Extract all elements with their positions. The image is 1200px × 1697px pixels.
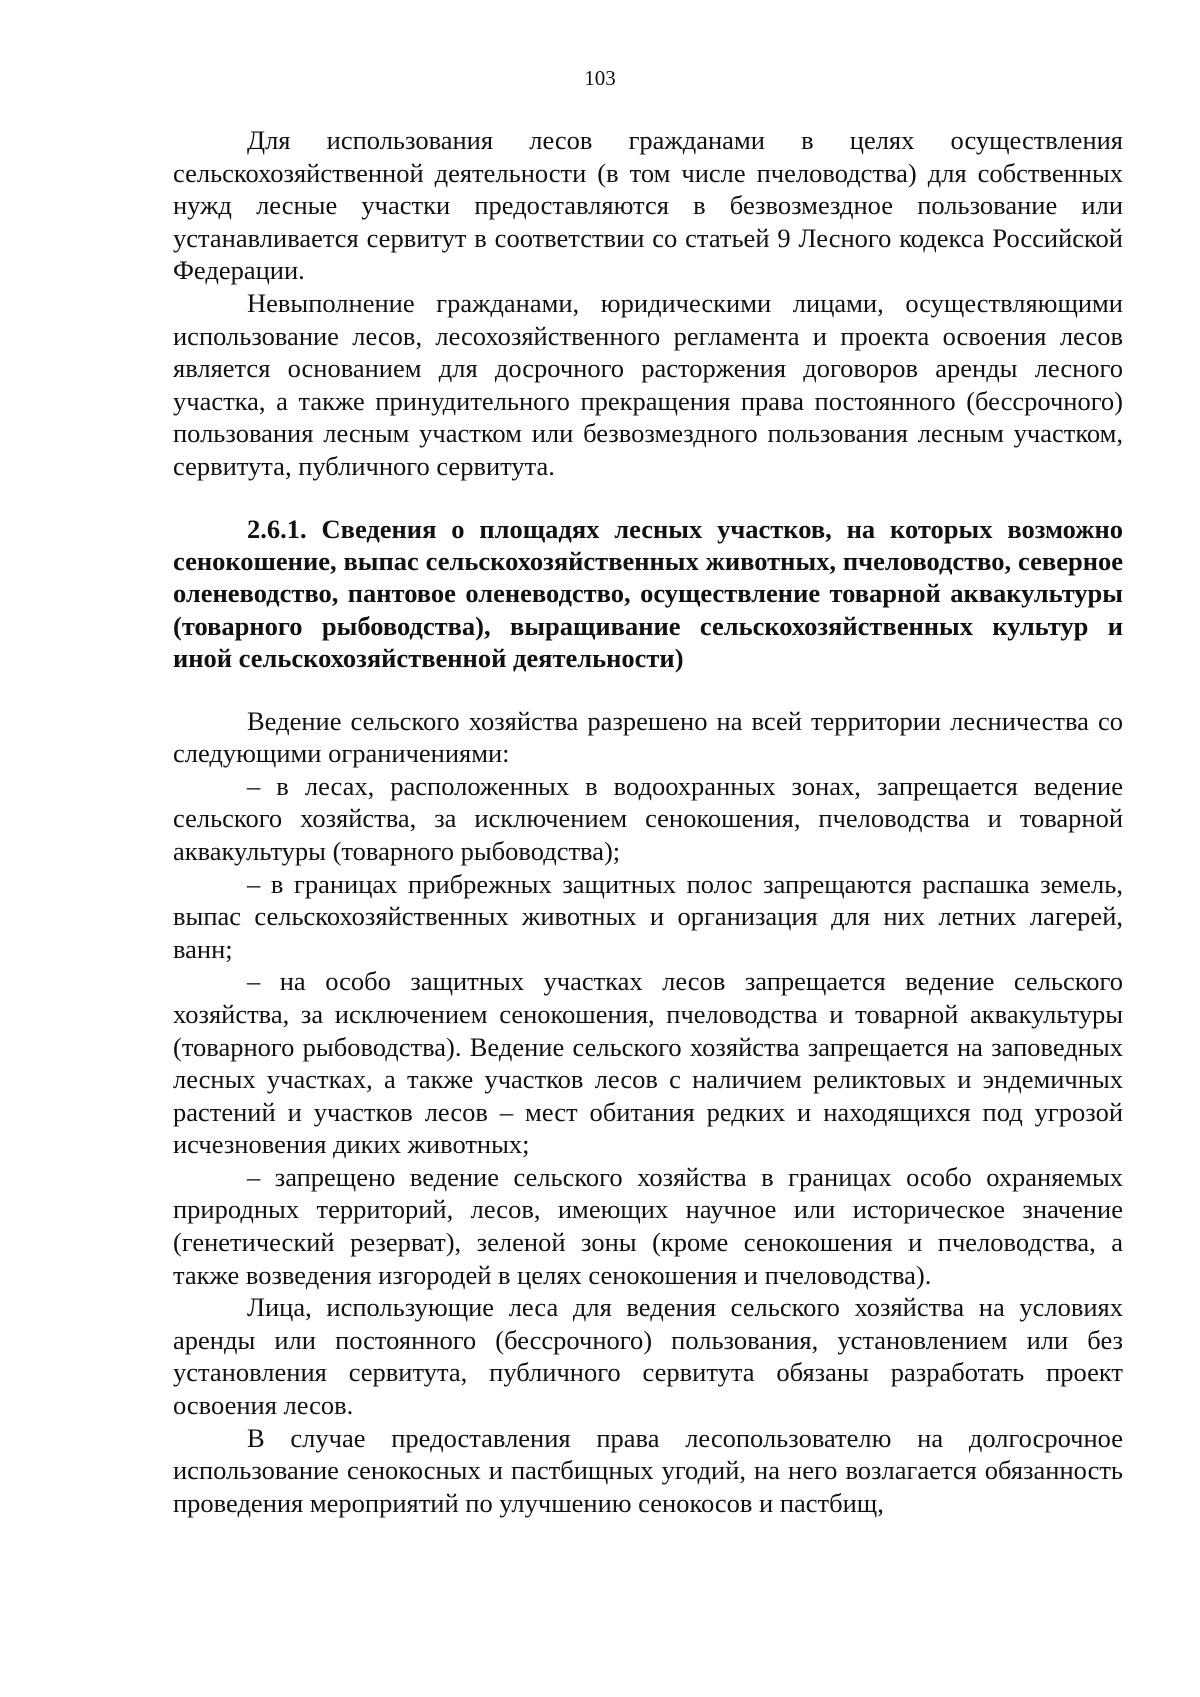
paragraph-non-compliance: Невыполнение гражданами, юридическими лицами, осуществляющими использование лесов, лесохозяйственного регламента и проекта освоения лесов является основанием для досрочного расторжения договоров аренды лесного участка, а также принудительного прекращения права постоянного (бессрочного) пользования лесным участком или безвозмездного пользования лесным участком, сервитута, публичного сервитута. bbox=[173, 287, 1123, 481]
document-body bbox=[173, 124, 1123, 1519]
paragraph-long-term-use: В случае предоставления права лесопользователю на долгосрочное использование сенокосных и пастбищных угодий, на него возлагается обязанность проведения мероприятий по улучшению сенокосов и пастбищ, bbox=[173, 1422, 1123, 1518]
page-number: 103 bbox=[584, 66, 616, 90]
list-item: – запрещено ведение сельского хозяйства в границах особо охраняемых природных территорий, лесов, имеющих научное или историческое значение (генетический резерват), зеленой зоны (кроме сенокошения и пчеловодства, а также возведения изгородей в целях сенокошения и пчеловодства). bbox=[173, 1161, 1123, 1290]
section-heading: 2.6.1. Сведения о площадях лесных участков, на которых возможно сенокошение, выпас сельскохозяйственных животных, пчеловодство, северное оленеводство, пантовое оленеводство, осуществление товарной аквакультуры (товарного рыбоводства), выращивание сельскохозяйственных культур и иной сельскохозяйственной деятельности) bbox=[173, 513, 1123, 674]
list-item: – в границах прибрежных защитных полос запрещаются распашка земель, выпас сельскохозяйственных животных и организация для них летних лагерей, ванн; bbox=[173, 868, 1123, 964]
paragraph-lease-obligations: Лица, использующие леса для ведения сельского хозяйства на условиях аренды или постоянного (бессрочного) пользования, установлением или без установления сервитута, публичного сервитута обязаны разработать проект освоения лесов. bbox=[173, 1292, 1123, 1421]
list-item: – в лесах, расположенных в водоохранных зонах, запрещается ведение сельского хозяйства, за исключением сенокошения, пчеловодства и товарной аквакультуры (товарного рыбоводства); bbox=[173, 770, 1123, 866]
paragraph-agriculture-intro: Ведение сельского хозяйства разрешено на всей территории лесничества со следующими ограничениями: bbox=[173, 705, 1123, 769]
paragraph-citizen-use: Для использования лесов гражданами в целях осуществления сельскохозяйственной деятельности (в том числе пчеловодства) для собственных нужд лесные участки предоставляются в безвозмездное пользование или устанавливается сервитут в соответствии со статьей 9 Лесного кодекса Российской Федерации. bbox=[173, 125, 1123, 286]
list-item: – на особо защитных участках лесов запрещается ведение сельского хозяйства, за исключением сенокошения, пчеловодства и товарной аквакультуры (товарного рыбоводства). Ведение сельского хозяйства запрещается на заповедных лесных участках, а также участков лесов с наличием реликтовых и эндемичных растений и участков лесов – мест обитания редких и находящихся под угрозой исчезновения диких животных; bbox=[173, 966, 1123, 1160]
